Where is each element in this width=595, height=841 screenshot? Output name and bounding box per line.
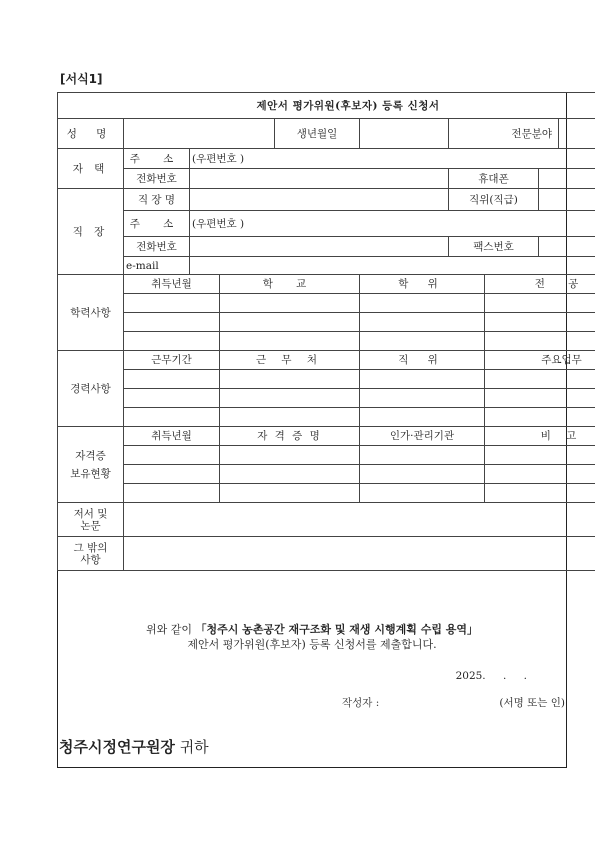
- company-label: 직 장 명: [124, 189, 190, 211]
- fax-input[interactable]: [539, 237, 595, 257]
- email-input[interactable]: [190, 257, 595, 275]
- career-cell[interactable]: [220, 408, 360, 427]
- others-input[interactable]: [124, 537, 595, 571]
- education-cell[interactable]: [220, 332, 360, 351]
- education-cell[interactable]: [485, 332, 595, 351]
- publications-label: [58, 503, 124, 537]
- field-input[interactable]: [559, 119, 595, 149]
- license-cell[interactable]: [220, 484, 360, 503]
- career-header-duties: 주요업무: [485, 351, 595, 370]
- license-cell[interactable]: [360, 446, 485, 465]
- education-cell[interactable]: [124, 332, 220, 351]
- fax-label: 팩스번호: [449, 237, 539, 257]
- home-address-input[interactable]: (우편번호 ): [190, 149, 595, 169]
- career-cell[interactable]: [485, 408, 595, 427]
- license-cell[interactable]: [124, 465, 220, 484]
- birth-label: 생년월일: [275, 119, 360, 149]
- license-cell[interactable]: [220, 465, 360, 484]
- education-cell[interactable]: [220, 313, 360, 332]
- email-label: e-mail: [124, 257, 190, 275]
- others-label: [58, 537, 124, 571]
- career-cell[interactable]: [485, 389, 595, 408]
- declaration-section: [57, 610, 567, 756]
- publications-label-line1: 저서 및: [73, 507, 108, 520]
- mobile-input[interactable]: [539, 169, 595, 189]
- mobile-label: 휴대폰: [449, 169, 539, 189]
- education-cell[interactable]: [360, 313, 485, 332]
- position-input[interactable]: [539, 189, 595, 211]
- career-cell[interactable]: [220, 389, 360, 408]
- home-phone-input[interactable]: [190, 169, 449, 189]
- license-cell[interactable]: [220, 446, 360, 465]
- education-header-major: 전 공: [485, 275, 595, 294]
- project-name: 「청주시 농촌공간 재구조화 및 재생 시행계획 수립 용역」: [195, 623, 479, 636]
- work-label: 직 장: [58, 189, 124, 275]
- education-header-school: 학 교: [220, 275, 360, 294]
- career-cell[interactable]: [360, 370, 485, 389]
- others-label-line2: 사항: [80, 553, 101, 566]
- career-cell[interactable]: [124, 408, 220, 427]
- birth-input[interactable]: [360, 119, 449, 149]
- license-header-name: 자 격 증 명: [220, 427, 360, 446]
- signature-label: (서명 또는 인): [499, 697, 565, 709]
- license-cell[interactable]: [124, 446, 220, 465]
- writer-label: 작성자 :: [342, 697, 380, 709]
- home-address-label: 주 소: [124, 149, 190, 169]
- publications-input[interactable]: [124, 503, 595, 537]
- education-cell[interactable]: [220, 294, 360, 313]
- license-header-date: 취득년월: [124, 427, 220, 446]
- career-cell[interactable]: [220, 370, 360, 389]
- others-label-line1: 그 밖의: [73, 541, 108, 554]
- license-header-remarks: 비 고: [485, 427, 595, 446]
- education-label: 학력사항: [58, 275, 124, 351]
- declaration-line2: 제안서 평가위원(후보자) 등록 신청서를 제출합니다.: [187, 638, 437, 651]
- license-label-line1: 자격증: [75, 449, 106, 462]
- license-cell[interactable]: [124, 484, 220, 503]
- license-cell[interactable]: [485, 446, 595, 465]
- form-title: 제안서 평가위원(후보자) 등록 신청서: [58, 93, 595, 119]
- education-cell[interactable]: [485, 313, 595, 332]
- career-header-workplace: 근 무 처: [220, 351, 360, 370]
- career-header-period: 근무기간: [124, 351, 220, 370]
- recipient-suffix: 귀하: [174, 738, 209, 756]
- name-label: 성 명: [58, 119, 124, 149]
- career-cell[interactable]: [124, 370, 220, 389]
- career-cell[interactable]: [485, 370, 595, 389]
- recipient-name: 청주시정연구원장: [59, 738, 175, 756]
- form-tag: [서식1]: [60, 72, 103, 86]
- career-cell[interactable]: [124, 389, 220, 408]
- date-field[interactable]: 2025. . .: [455, 670, 527, 682]
- declaration-line1: [57, 622, 567, 637]
- company-input[interactable]: [190, 189, 449, 211]
- home-phone-label: 전화번호: [124, 169, 190, 189]
- license-cell[interactable]: [360, 465, 485, 484]
- recipient: [59, 736, 209, 757]
- license-cell[interactable]: [360, 484, 485, 503]
- home-label: 자 택: [58, 149, 124, 189]
- license-cell[interactable]: [485, 484, 595, 503]
- name-input[interactable]: [124, 119, 275, 149]
- education-cell[interactable]: [360, 332, 485, 351]
- license-header-authority: 인가·관리기관: [360, 427, 485, 446]
- application-table: [57, 92, 595, 571]
- license-label-line2: 보유현황: [70, 467, 111, 480]
- career-cell[interactable]: [360, 408, 485, 427]
- career-label: 경력사항: [58, 351, 124, 427]
- license-cell[interactable]: [485, 465, 595, 484]
- declaration-prefix: 위와 같이: [145, 623, 196, 636]
- position-label: 직위(직급): [449, 189, 539, 211]
- education-cell[interactable]: [124, 294, 220, 313]
- work-phone-input[interactable]: [190, 237, 449, 257]
- career-header-position: 직 위: [360, 351, 485, 370]
- field-label: 전문분야: [449, 119, 559, 149]
- license-label: [58, 427, 124, 503]
- work-phone-label: 전화번호: [124, 237, 190, 257]
- education-cell[interactable]: [360, 294, 485, 313]
- publications-label-line2: 논문: [80, 519, 101, 532]
- work-address-label: 주 소: [124, 211, 190, 237]
- work-address-input[interactable]: (우편번호 ): [190, 211, 595, 237]
- education-header-degree: 학 위: [360, 275, 485, 294]
- education-cell[interactable]: [485, 294, 595, 313]
- career-cell[interactable]: [360, 389, 485, 408]
- education-header-date: 취득년월: [124, 275, 220, 294]
- education-cell[interactable]: [124, 313, 220, 332]
